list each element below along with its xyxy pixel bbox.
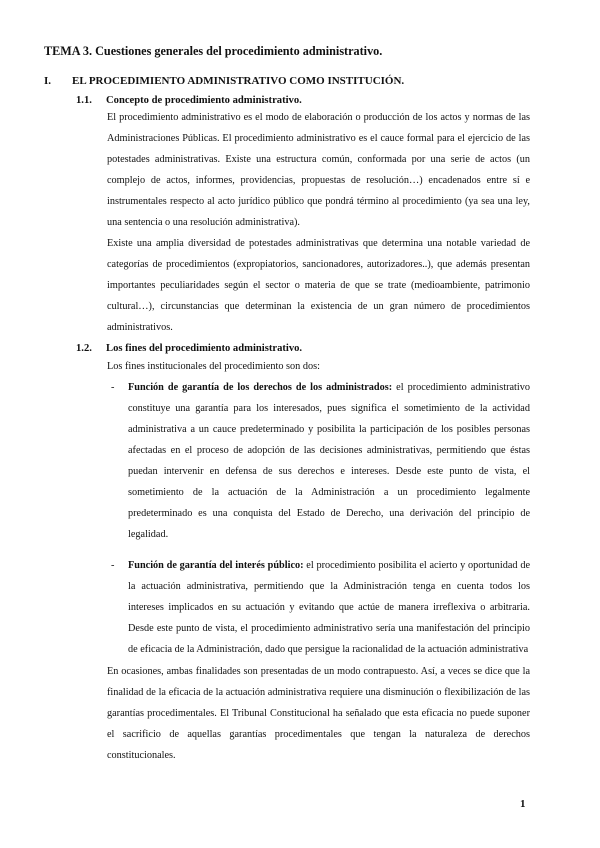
bullet-item xyxy=(111,377,530,545)
subsection-title: Los fines del procedimiento administrativo. xyxy=(106,343,303,354)
paragraph: El procedimiento administrativo es el modo de elaboración o producción de los actos y normas de las Administraciones Públicas. El procedimiento administrativo es el cauce formal para el ejercicio de las potestades administrativas. Existe una estructura común, conformada por una serie de actos (un complejo de actos, informes, providencias, propuestas de resolución…) encadenados entre sí e instrumentales respecto al acto jurídico público que pondrá término al procedimiento (ya sea una ley, una sentencia o una resolución administrativa). xyxy=(107,112,530,228)
bullet-label: Función de garantía del interés público: xyxy=(128,560,304,571)
section-number: I. xyxy=(44,75,52,87)
bullet-dash: - xyxy=(111,560,115,571)
bullet-item xyxy=(111,555,530,660)
closing-paragraph: En ocasiones, ambas finalidades son presentadas de un modo contrapuesto. Así, a veces se dice que la finalidad de la eficacia de la actuación administrativa requiere una disminución o flexibilización de las garantías procedimentales. El Tribunal Constitucional ha señalado que esta eficacia no puede suponer el sacrificio de aquellas garantías procedimentales que tengan la naturaleza de derechos constitucionales. xyxy=(107,666,530,761)
subsection-heading-1-1 xyxy=(76,95,302,106)
section-title: EL PROCEDIMIENTO ADMINISTRATIVO COMO INSTITUCIÓN. xyxy=(72,75,405,87)
subsection-number: 1.2. xyxy=(76,343,92,354)
page-number: 1 xyxy=(520,798,526,810)
document-title: TEMA 3. Cuestiones generales del procedimiento administrativo. xyxy=(44,44,383,58)
bullet-text: el procedimiento administrativo constituye una garantía para los interesados, pues significa el sometimiento de la actividad administrativa a un cauce predeterminado y posibilita la participación de los posibles personas afectadas en el proceso de adopción de las decisiones administrativas, permitiendo que éstas puedan intervenir en defensa de sus derechos e intereses. Desde este punto de vista, el sometimiento de la actuación de la Administración a un procedimiento legalmente predeterminado es una conquista del Estado de Derecho, una derivación del principio de legalidad. xyxy=(128,382,530,540)
paragraph: Existe una amplia diversidad de potestades administrativas que determina una notable variedad de categorías de procedimientos (expropiatorios, sancionadores, autorizadores..), que además presentan importantes peculiaridades según el sector o materia de que se trate (medioambiente, patrimonio cultural…), circunstancias que determinan la existencia de un gran número de procedimientos administrativos. xyxy=(107,238,530,333)
subsection-heading-1-2 xyxy=(76,343,302,354)
bullet-label: Función de garantía de los derechos de los administrados: xyxy=(128,382,393,393)
subsection-number: 1.1. xyxy=(76,95,92,106)
bullet-dash: - xyxy=(111,382,115,393)
bullet-text: el procedimiento posibilita el acierto y oportunidad de la actuación administrativa, permitiendo que la Administración tenga en cuenta todos los intereses implicados en su actuación y evitando que actúe de manera irreflexiva o arbitraria. Desde este punto de vista, el procedimiento administrativo sería una manifestación del principio de eficacia de la Administración, dado que persigue la racionalidad de la actuación administrativa xyxy=(128,560,530,655)
bullet-list xyxy=(111,377,530,660)
intro-line: Los fines institucionales del procedimiento son dos: xyxy=(107,361,320,372)
subsection-title: Concepto de procedimiento administrativo. xyxy=(106,95,302,106)
section-heading xyxy=(44,75,404,87)
